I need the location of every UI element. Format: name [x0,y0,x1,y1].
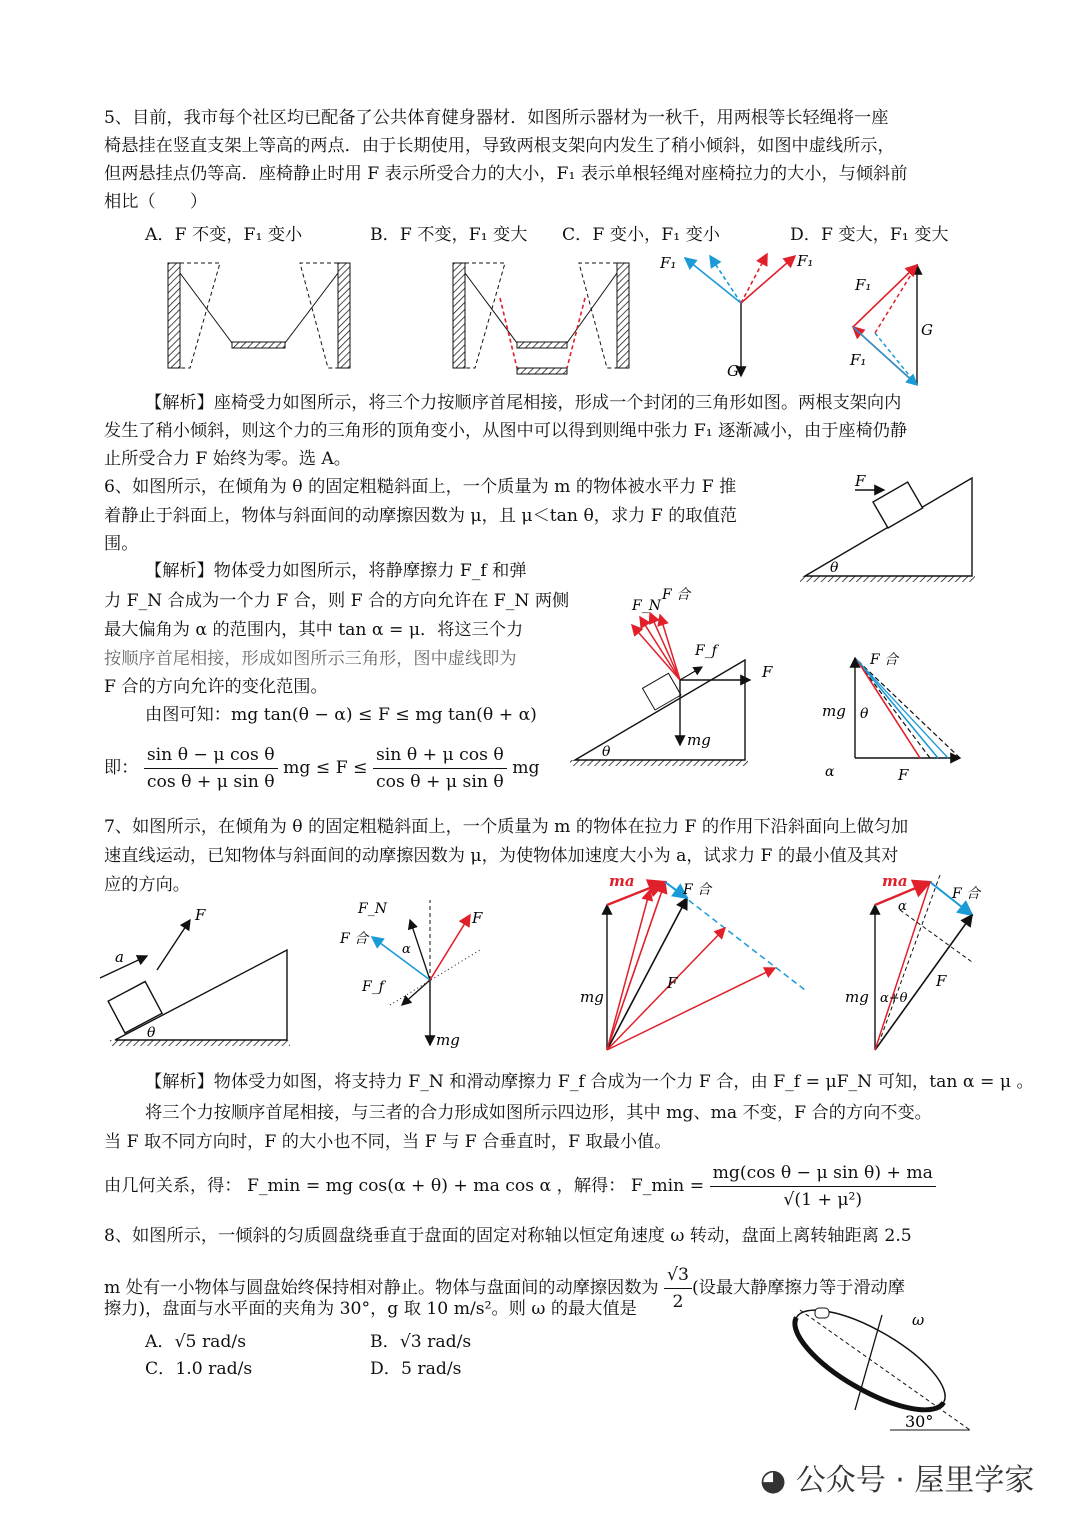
q6-label-theta: θ [830,560,839,576]
q7-fig-label-f: F [472,909,483,927]
q7-poly2-label-alphatheta: α+θ [880,991,908,1006]
q6-ineq2-end: mg [512,758,540,778]
q7-stem-line-3: 应的方向。 [104,875,190,895]
q6-incline-figure [800,468,980,588]
q7-fig-label-alpha: α [402,942,411,957]
q6-ineq2-mid: mg ≤ F ≤ [283,758,368,778]
q7-analysis-line-3: 当 F 取不同方向时，F 的大小也不同，当 F 与 F 合垂直时，F 取最小值。 [104,1132,672,1152]
q6-analysis-line-5: F 合的方向允许的变化范围。 [104,677,328,697]
q5-label-f1-right: F₁ [797,252,814,270]
q6-tri-label-f: F [898,766,909,784]
q8-stem-line-3: 擦力)，盘面与水平面的夹角为 30°，g 取 10 m/s²。则 ω 的最大值是 [104,1299,637,1319]
q7-solve-fraction [710,1160,936,1213]
q7-analysis-line-2: 将三个力按顺序首尾相接，与三者的合力形成如图所示四边形，其中 mg、ma 不变，F 合的方向不变。 [145,1103,932,1123]
watermark [760,1455,1034,1499]
q7-label-f: F [195,906,206,924]
q7-poly1-label-fhe: F 合 [683,882,712,898]
q7-incline-figure [95,900,295,1060]
q6-stem-line-2: 着静止于斜面上，物体与斜面间的动摩擦因数为 μ，且 μ＜tan θ，求力 F 的取值范 [104,506,737,526]
q7-label-theta: θ [147,1025,156,1041]
q8-mu-num: √3 [664,1262,692,1289]
q7-solve-lhs: F_min = [630,1176,705,1196]
q6-ineq2-right-num: sin θ + μ cos θ [373,742,507,769]
q8-mu-den: 2 [672,1292,684,1312]
q8-stem-2b: (设最大静摩擦力等于滑动摩 [691,1278,905,1298]
q5-label-g: G [727,362,739,380]
q5-force-figure [655,248,814,380]
q7-analysis-line-1: 【解析】物体受力如图，将支持力 F_N 和滑动摩擦力 F_f 合成为一个力 F 合，由 F_f = μF_N 可知，tan α = μ 。 [145,1072,1034,1092]
q6-analysis-line-2: 力 F_N 合成为一个力 F 合，则 F 合的方向允许在 F_N 两侧 [104,591,570,611]
q6-ineq2-right-den: cos θ + μ sin θ [375,772,504,792]
q6-force-figure [570,585,780,775]
q6-tri-label-alpha: α [825,764,835,780]
q7-force-figure [340,895,500,1060]
q5-swing-figure-2 [445,258,645,373]
q7-fig-label-fn: F_N [358,901,387,917]
q5-tri-label-g: G [921,321,933,339]
q6-fig-label-ff: F_f [695,643,717,659]
q6-stem-line-1: 6、如图所示，在倾角为 θ 的固定粗糙斜面上，一个质量为 m 的物体被水平力 F 推 [104,477,737,497]
q7-result-eq: F_min = mg cos(α + θ) + ma cos α [246,1176,552,1196]
q6-ineq2-right-fraction [373,742,507,795]
q5-analysis-line-3: 止所受合力 F 始终为零。选 A。 [104,449,351,469]
q6-inequality-1: 由图可知：mg tan(θ − α) ≤ F ≤ mg tan(θ + α) [145,705,537,725]
q7-solve-num: mg(cos θ − μ sin θ) + ma [710,1160,936,1187]
q5-label-f1-left: F₁ [660,254,677,272]
q5-tri-label-f1-top: F₁ [855,276,872,294]
q5-option-d[interactable]: D．F 变大，F₁ 变大 [790,225,949,245]
q5-stem-line-2: 椅悬挂在竖直支架上等高的两点．由于长期使用，导致两根支架向内发生了稍小倾斜，如图中虚线所示， [104,136,895,156]
q6-ineq2-prefix: 即： [104,758,139,778]
q6-analysis-line-1: 【解析】物体受力如图所示，将静摩擦力 F_f 和弹 [145,561,527,581]
watermark-text: 公众号 · 屋里学家 [795,1463,1035,1498]
q5-swing-figure-1 [160,258,360,373]
q7-polygon-figure-1 [575,870,815,1060]
q5-option-c[interactable]: C．F 变小，F₁ 变小 [562,225,720,245]
q6-fig-label-f: F [762,663,773,681]
q6-tri-label-mg: mg [822,702,846,720]
q8-mu-fraction [664,1262,692,1315]
q7-fig-label-fhe: F 合 [340,931,369,947]
q5-analysis-line-2: 发生了稍小倾斜，则这个力的三角形的顶角变小，从图中可以得到则绳中张力 F₁ 逐渐减小，由于座椅仍静 [104,421,908,441]
q6-analysis-line-3: 最大偏角为 α 的范围内，其中 tan α = μ．将这三个力 [104,620,524,640]
q6-tri-label-theta: θ [860,706,869,722]
q7-poly1-label-f: F [667,974,678,992]
q7-fig-label-ff: F_f [362,979,384,995]
q8-option-d[interactable]: D．5 rad/s [370,1359,462,1379]
q6-ineq2-left-fraction [144,742,278,795]
q6-triangle-figure [820,650,980,785]
q7-poly1-label-mg: mg [580,988,604,1006]
wechat-icon: ◕ [760,1463,787,1498]
q5-triangle-figure [845,255,945,390]
q8-label-angle: 30° [905,1412,934,1431]
q7-poly2-label-fhe: F 合 [952,886,981,902]
q8-disc-figure [770,1300,980,1440]
q7-fig-label-mg: mg [436,1031,460,1049]
q8-stem-2a: m 处有一小物体与圆盘始终保持相对静止。物体与盘面间的动摩擦因数为 [104,1278,659,1298]
q5-stem-line-4: 相比（ ） [104,192,208,212]
q8-stem-line-1: 8、如图所示，一倾斜的匀质圆盘绕垂直于盘面的固定对称轴以恒定角速度 ω 转动，盘面上离转轴距离 2.5 [104,1226,912,1246]
q6-stem-line-3: 围。 [104,534,139,554]
q6-analysis-line-4: 按顺序首尾相接，形成如图所示三角形，图中虚线即为 [104,649,517,669]
q8-option-c[interactable]: C．1.0 rad/s [145,1359,253,1379]
q6-fig-label-fn: F_N [632,598,661,614]
q6-ineq2-left-den: cos θ + μ sin θ [146,772,275,792]
q7-stem-line-2: 速直线运动，已知物体与斜面间的动摩擦因数为 μ，为使物体加速度大小为 a，试求力 F 的最小值及其对 [104,846,899,866]
q7-poly1-label-ma: ma [609,872,635,890]
q7-stem-line-1: 7、如图所示，在倾角为 θ 的固定粗糙斜面上，一个质量为 m 的物体在拉力 F 的作用下沿斜面向上做匀加 [104,817,909,837]
q6-tri-label-fhe: F 合 [870,652,899,668]
q7-solve-den: √(1 + μ²) [783,1190,863,1210]
q8-label-omega: ω [912,1311,925,1329]
q7-label-a: a [115,948,124,966]
q5-option-b[interactable]: B．F 不变，F₁ 变大 [370,225,528,245]
q6-fig-label-theta: θ [602,744,611,760]
q7-polygon-figure-2 [840,870,990,1060]
q5-option-a[interactable]: A．F 不变，F₁ 变小 [145,225,303,245]
q7-solve-prefix: ，解得： [556,1176,626,1196]
q6-label-f: F [855,472,866,490]
q5-stem-line-1: 5、目前，我市每个社区均已配备了公共体育健身器材．如图所示器材为一秋千，用两根等长轻绳将一座 [104,108,889,128]
q5-stem-line-3: 但两悬挂点仍等高．座椅静止时用 F 表示所受合力的大小，F₁ 表示单根轻绳对座椅拉力的大小，与倾斜前 [104,164,908,184]
q7-result-prefix: 由几何关系，得： [104,1176,242,1196]
q5-analysis-line-1: 【解析】座椅受力如图所示，将三个力按顺序首尾相接，形成一个封闭的三角形如图。两根支架向内 [145,393,902,413]
q6-ineq2-left-num: sin θ − μ cos θ [144,742,278,769]
q7-poly2-label-f: F [936,972,947,990]
q7-poly2-label-ma: ma [882,872,908,890]
q8-option-a[interactable]: A．√5 rad/s [145,1332,247,1352]
q5-tri-label-f1-bottom: F₁ [850,351,867,369]
q7-poly2-label-mg: mg [845,988,869,1006]
q8-option-b[interactable]: B．√3 rad/s [370,1332,472,1352]
q7-result [104,1160,936,1213]
q6-fig-label-fhe: F 合 [662,587,691,603]
q6-inequality-2 [104,742,540,795]
q7-poly2-label-alpha: α [898,899,907,914]
q6-fig-label-mg: mg [687,731,711,749]
